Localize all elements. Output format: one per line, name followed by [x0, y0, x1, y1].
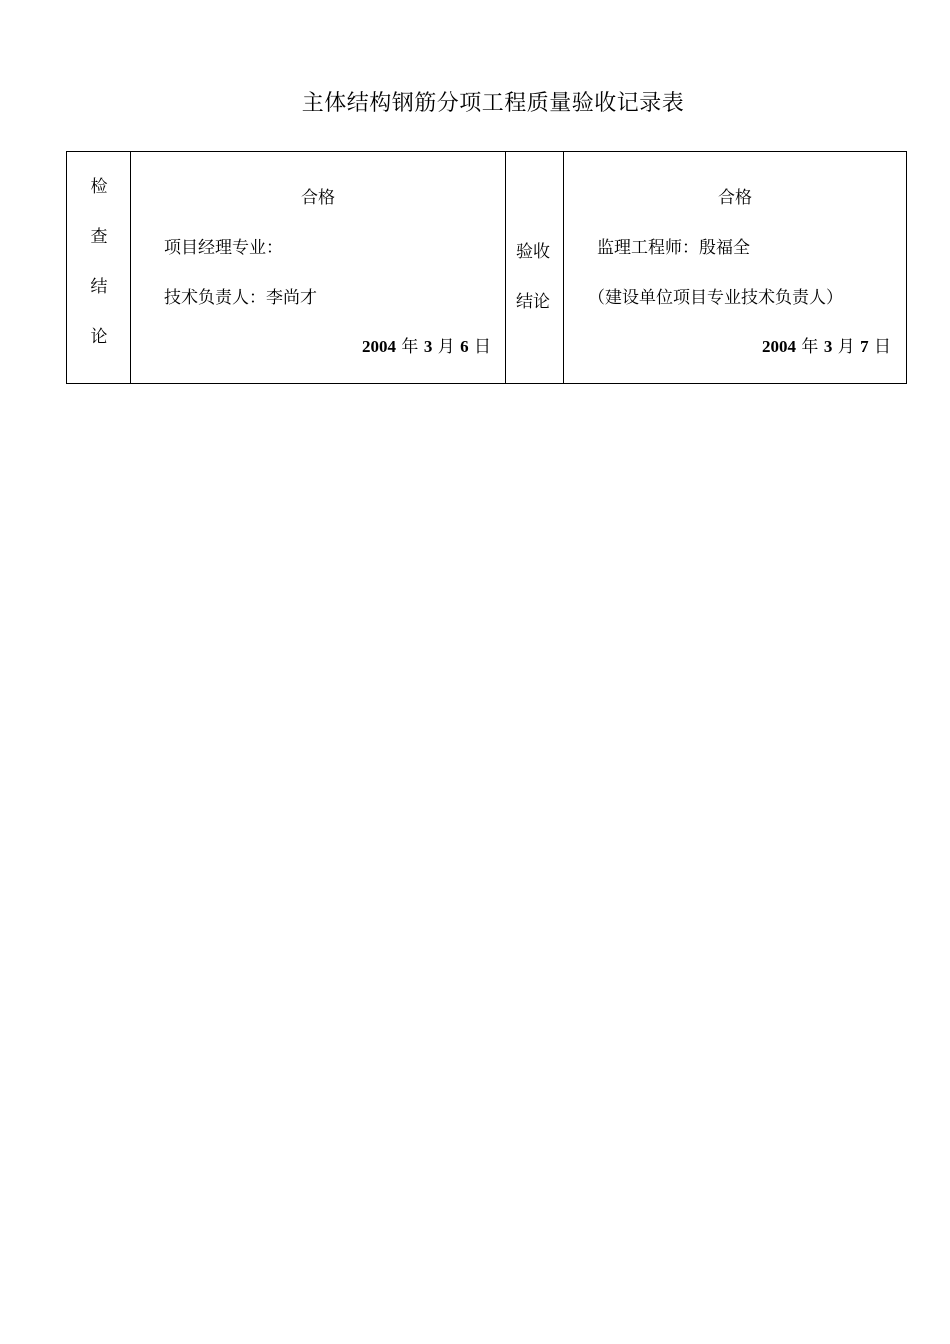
- page-title: 主体结构钢筋分项工程质量验收记录表: [301, 91, 685, 116]
- acceptance-label-line2: 结论: [516, 292, 550, 312]
- check-date-day: 6: [460, 337, 469, 356]
- project-manager-label: 项目经理专业：: [164, 238, 283, 258]
- check-label-char-2: 查: [90, 227, 108, 247]
- check-date: [362, 337, 491, 357]
- owner-note: （建设单位项目专业技术负责人）: [588, 288, 843, 308]
- column-divider: [563, 152, 564, 383]
- tech-lead-line: 技术负责人：李尚才: [164, 288, 317, 308]
- check-date-month-suffix: 月: [437, 337, 455, 357]
- check-label-char-1: 检: [90, 177, 108, 197]
- check-label-char-4: 论: [90, 327, 108, 347]
- acceptance-date-month-suffix: 月: [837, 337, 855, 357]
- inspection-table: [66, 151, 907, 384]
- check-date-month: 3: [423, 337, 433, 356]
- check-date-year: 2004: [362, 337, 396, 356]
- acceptance-date-month: 3: [823, 337, 833, 356]
- acceptance-date-year: 2004: [762, 337, 796, 356]
- acceptance-label-line1: 验收: [516, 242, 550, 262]
- acceptance-date: [762, 337, 891, 357]
- acceptance-result: 合格: [718, 188, 752, 208]
- check-label-char-3: 结: [90, 277, 108, 297]
- acceptance-date-year-suffix: 年: [801, 337, 819, 357]
- check-date-day-suffix: 日: [474, 337, 492, 357]
- acceptance-date-day-suffix: 日: [874, 337, 892, 357]
- acceptance-date-day: 7: [860, 337, 869, 356]
- column-divider: [505, 152, 506, 383]
- check-result: 合格: [301, 188, 335, 208]
- supervisor-line: 监理工程师：殷福全: [597, 238, 750, 258]
- check-date-year-suffix: 年: [401, 337, 419, 357]
